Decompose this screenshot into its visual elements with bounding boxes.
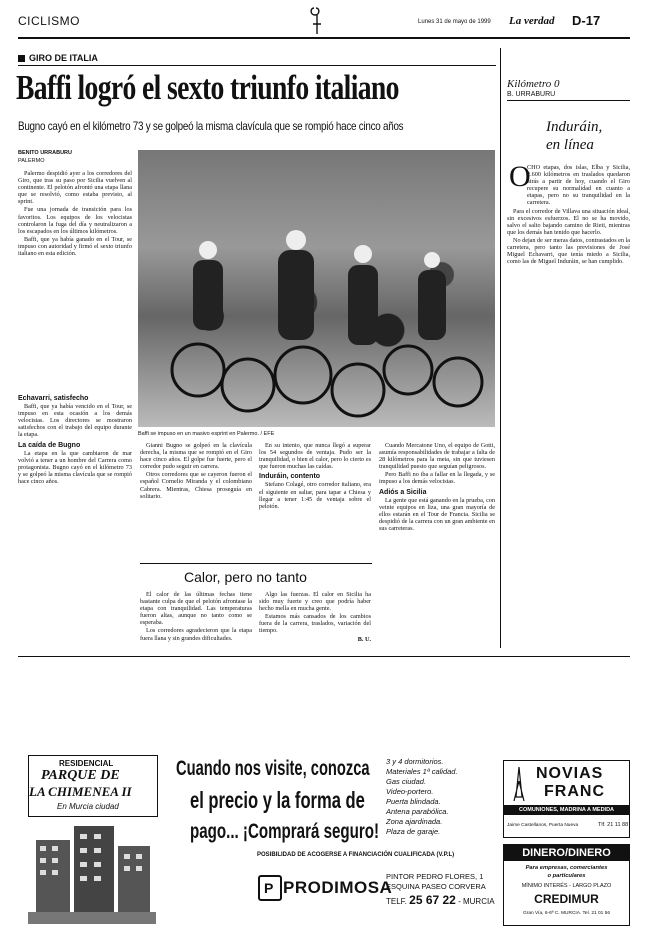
column-heading-1: Induráin, <box>546 119 603 135</box>
ad-left-header <box>28 755 158 817</box>
article-column-1-lower: Echavarri, satisfecho Baffi, que ya había vencido en el Tour, se impuso en esta ocasión a los demás velocistas. Los directores se mostraron satisfechos con el trabajo del equipo durante la etapa. La caída de Bugno La etapa en la que cambiaron de mar volvió a tener a un hombre del Carrera como protagonista. Bugno cayó en el kilómetro 73 y se golpeó la misma clavícula que se rompió hace cinco años. <box>18 395 132 486</box>
section-label: CICLISMO <box>18 14 81 28</box>
novias-address: Jaime Castellanos, Puerta Nueva <box>507 823 579 828</box>
column-dropcap: O <box>509 160 531 193</box>
tower-icon <box>510 767 528 801</box>
novias-phone: Tlf. 21 11 88 <box>598 822 629 828</box>
subhead-echavarri: Echavarri, satisfecho <box>18 395 89 402</box>
header-rule <box>18 37 630 39</box>
deck: Bugno cayó en el kilómetro 73 y se golpeó la misma clavícula que se rompió hace cinco años <box>18 119 404 133</box>
novias-franc: FRANC <box>544 783 605 800</box>
ad-finance: POSIBILIDAD DE ACOGERSE A FINANCIACIÓN CUALIFICADA (V.P.L) <box>257 852 455 858</box>
article-column-1: Palermo despidió ayer a los corredores del Giro, que tras su paso por Sicilia vuelven al continente. El pelotón afrontó una etapa llana que se resolvió, como estaba previsto, al sprint. Fue una jornada de transición para los favoritos. Los equipos de los velocistas controlaron la fuga del día y neutralizaron a los escapados en los últimos kilómetros. Baffi, que ya había ganado en el Tour, se impuso con autoridad y firmó el sexto triunfo italiano en esta edición. <box>18 170 132 258</box>
column-body: CHO etapas, dos islas, Elba y Sicilia, 2.600 kilómetros en traslados quedaron atrás a partir de hoy, cuando el Giro recupere su normalidad en cuanto a etapas, pero no su tranquilidad en la carretera. Para el corredor de Villava una situación ideal, sin excesivos esfuerzos. El no se ha movido, salvo el salto bajando camino de Rieti, mientras que los demás han tenido que hacerlo. No dejan de ser meras datos, contrastados en la carretera, pero tanto las previsiones de José Miguel Echavarri, que tenía miedo a Sicilia, como las de Miguel Induráin, se han cumplido. <box>507 164 630 266</box>
subhead-indurain: Induráin, contento <box>259 473 321 481</box>
sprint-photo <box>138 150 495 427</box>
ad-novias <box>503 760 630 838</box>
ad-top-rule <box>18 656 630 657</box>
prodimosa-logo-icon <box>258 875 282 901</box>
subhead-sicilia: Adiós a Sicilia <box>379 488 427 496</box>
sidebar-box <box>140 563 372 649</box>
ad-headline-1: Cuando nos visite, conozca <box>176 757 370 780</box>
svg-text:P: P <box>264 880 274 896</box>
column-divider <box>500 48 501 648</box>
dinero-address: Gran Vía, 6-6ª C. MURCIA. Tel. 21 01 56 <box>522 911 610 916</box>
photo-caption: Baffi se impuso en un masivo esprint en Palermo. / EFE <box>138 431 275 437</box>
ad-features: 3 y 4 dormitorios. Materiales 1ª calidad. Gas ciudad. Video-portero. Puerta blindada. Antena parabólica. Zona ajardinada. Plaza de garaje. <box>386 757 458 836</box>
kicker-rule <box>18 65 496 66</box>
kicker-square-icon <box>18 55 25 62</box>
article-column-2: Gianni Bugno se golpeó en la clavícula derecha, la misma que se rompió en el Giro hace cinco años. El golpe fue fuerte, pero el corredor pudo seguir en carrera. Otros corredores que se cayeron fueron el español Cornelio Miranda y el colombiano Cabrera. Mientras, Chiesa proseguía en solitario. <box>140 442 252 500</box>
article-column-3: En su intento, que nunca llegó a superar los 54 segundos de ventaja. Pudo ser la tranquilidad, o bien el calor, pero lo cierto es que fueron muchas las caídas. Induráin, contento Stefano Colagé, otro corredor italiano, era el siguiente en saltar, para tapar a Chiesa y llegar a tener 1:45 de ventaja sobre el pelotón. <box>259 442 371 510</box>
sidebar-title: Calor, pero no tanto <box>184 569 307 585</box>
paper-name: La verdad <box>509 15 555 27</box>
column-title: Kilómetro 0 <box>507 78 560 90</box>
paper-logo-icon <box>306 6 328 40</box>
ad-name-1: PARQUE DE <box>41 768 120 783</box>
sidebar-column-2: Algo las fuerzas. El calor en Sicilia ha sido muy fuerte y creo que podría haber hecho mella en mucha gente. Estamos más cansados de los cambios fuera de la carrera, traslados, variación del tiempo. B. U. <box>259 591 371 643</box>
ad-phone: TELF. 25 67 22 - MURCIA <box>386 893 495 907</box>
issue-date: Lunes 31 de mayo de 1999 <box>418 19 491 25</box>
column-heading-2: en línea <box>546 137 594 153</box>
novias-tagline: COMUNIONES, MADRINA A MEDIDA <box>504 805 629 815</box>
ad-brand: PRODIMOSA <box>283 878 393 897</box>
dinero-text-3: MÍNIMO INTERÉS - LARGO PLAZO <box>521 883 612 889</box>
ad-headline-2: el precio y la forma de <box>190 787 365 813</box>
ad-kicker: RESIDENCIAL <box>59 759 114 768</box>
ad-headline-3: pago... ¡Comprará seguro! <box>190 820 380 843</box>
column-rule <box>507 100 630 101</box>
ad-address-2: ESQUINA PASEO CORVERA <box>386 882 486 891</box>
building-icon <box>28 820 156 924</box>
subhead-caida: La caída de Bugno <box>18 441 81 449</box>
byline: BENITO URRABURU <box>18 150 72 156</box>
column-author: B. URRABURU <box>507 91 556 98</box>
article-column-4: Cuando Mercatone Uno, el equipo de Gotti, asumía responsabilidades de trabajar a falta de 28 kilómetros para la meta, sin que tuviesen tranquilidad puesto que seguían peligrosos. Pero Baffi no iba a fallar en la llegada, y se impuso a los demás velocistas. Adiós a Sicilia La gente que está ganando en la prueba, con veinte equipos en liza, una gran mayoría de ellos estarán en el Tour de Francia. Sicilia se despidió de la carrera con un gran ambiente en sus carreteras. <box>379 442 495 533</box>
headline: Baffi logró el sexto triunfo italiano <box>16 68 399 107</box>
ad-address-1: PINTOR PEDRO FLORES, 1 <box>386 872 484 881</box>
ad-city: En Murcia ciudad <box>57 802 119 811</box>
ad-dinero <box>503 844 630 926</box>
sidebar-column-1: El calor de las últimas fechas tiene bastante culpa de que el pelotón afrontase la etapa con tranquilidad. Las temperaturas fueron altas, aunque no tanto como se esperaba. Los corredores agradecieron que la etapa fuera llana y sin grandes dificultades. <box>140 591 252 642</box>
dinero-text-2: o particulares <box>547 873 586 879</box>
page-number: D-17 <box>572 13 601 28</box>
novias-title: NOVIAS <box>536 765 604 782</box>
sidebar-signature: B. U. <box>357 635 371 643</box>
ad-name-2: LA CHIMENEA II <box>29 784 132 799</box>
dinero-text-1: Para empresas, comerciantes <box>525 865 608 871</box>
dinero-title: DINERO/DINERO <box>504 845 629 861</box>
dinero-brand: CREDIMUR <box>534 892 599 906</box>
dateline: PALERMO <box>18 158 45 164</box>
kicker: GIRO DE ITALIA <box>29 53 98 63</box>
